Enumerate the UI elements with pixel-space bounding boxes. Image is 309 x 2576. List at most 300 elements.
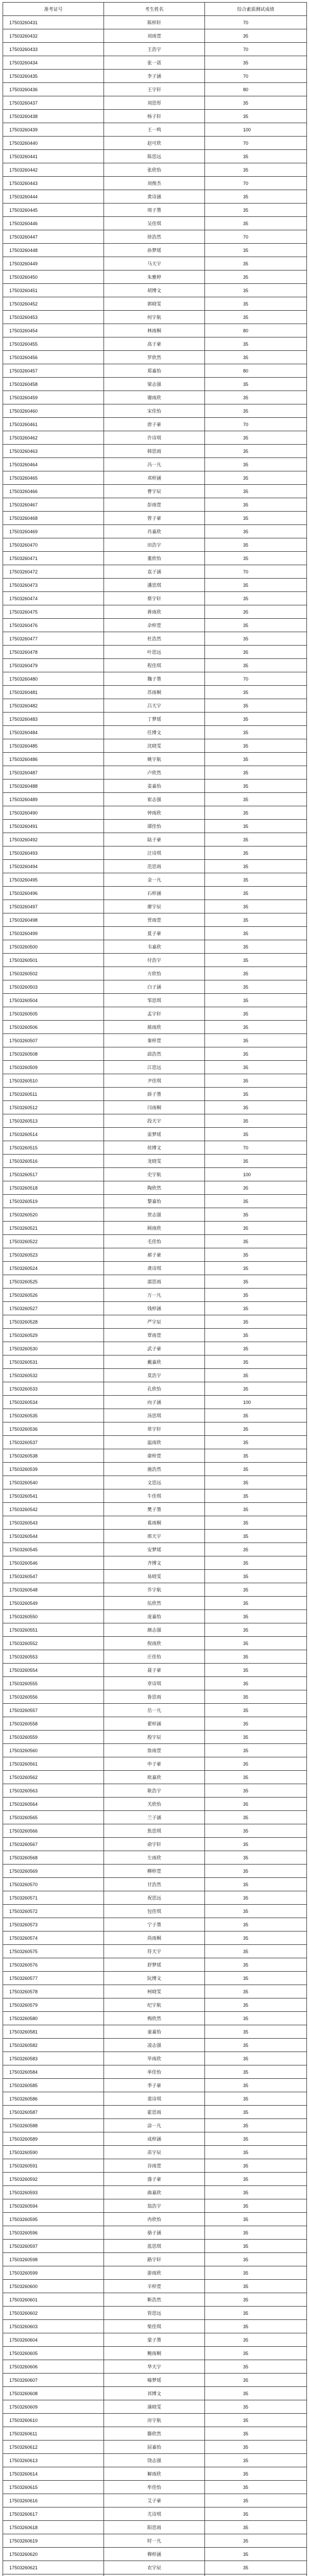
score-cell: 35 xyxy=(205,485,307,498)
exam-number-cell: 17503260438 xyxy=(3,110,104,123)
exam-number-cell: 17503260614 xyxy=(3,2467,104,2481)
candidate-name-cell: 宁子墨 xyxy=(104,1918,205,1931)
score-cell: 35 xyxy=(205,1945,307,1958)
candidate-name-cell: 蒋雨欣 xyxy=(104,605,205,619)
exam-number-cell: 17503260498 xyxy=(3,913,104,927)
table-row xyxy=(3,1865,307,1878)
table-row xyxy=(3,1409,307,1422)
table-row xyxy=(3,2441,307,2454)
candidate-name-cell: 刘雨萱 xyxy=(104,29,205,43)
score-cell: 35 xyxy=(205,244,307,257)
exam-number-cell: 17503260512 xyxy=(3,1101,104,1114)
table-row xyxy=(3,766,307,779)
score-cell: 35 xyxy=(205,1985,307,1998)
exam-number-cell: 17503260436 xyxy=(3,83,104,96)
score-cell: 35 xyxy=(205,1329,307,1342)
table-row xyxy=(3,646,307,659)
score-cell: 35 xyxy=(205,2039,307,2052)
exam-number-cell: 17503260547 xyxy=(3,1570,104,1583)
candidate-name-cell: 王浩宇 xyxy=(104,43,205,56)
exam-number-cell: 17503260592 xyxy=(3,2173,104,2186)
candidate-name-cell: 龙晓雯 xyxy=(104,1155,205,1168)
exam-number-cell: 17503260481 xyxy=(3,686,104,699)
candidate-name-cell: 毛佳怡 xyxy=(104,1235,205,1248)
table-row xyxy=(3,1824,307,1838)
score-cell: 70 xyxy=(205,70,307,83)
table-row xyxy=(3,1623,307,1637)
candidate-name-cell: 盛子豪 xyxy=(104,2173,205,2186)
exam-number-cell: 17503260561 xyxy=(3,1757,104,1771)
exam-number-cell: 17503260470 xyxy=(3,538,104,552)
candidate-name-cell: 宋佳怡 xyxy=(104,404,205,418)
score-cell: 35 xyxy=(205,1824,307,1838)
candidate-name-cell: 柳梓萱 xyxy=(104,1865,205,1878)
candidate-name-cell: 蒙子墨 xyxy=(104,2333,205,2347)
exam-number-cell: 17503260572 xyxy=(3,1905,104,1918)
candidate-name-cell: 靳浩然 xyxy=(104,2293,205,2307)
exam-number-cell: 17503260464 xyxy=(3,458,104,471)
candidate-name-cell: 柴佳琪 xyxy=(104,2320,205,2333)
candidate-name-cell: 严宇辰 xyxy=(104,1315,205,1329)
candidate-name-cell: 戴嘉欣 xyxy=(104,1355,205,1369)
exam-number-cell: 17503260506 xyxy=(3,1021,104,1034)
score-cell: 35 xyxy=(205,1222,307,1235)
score-cell: 35 xyxy=(205,1677,307,1690)
exam-number-cell: 17503260560 xyxy=(3,1744,104,1757)
table-row xyxy=(3,552,307,565)
exam-number-cell: 17503260612 xyxy=(3,2441,104,2454)
table-row xyxy=(3,659,307,672)
candidate-name-cell: 耿浩宇 xyxy=(104,1784,205,1798)
exam-number-cell: 17503260456 xyxy=(3,351,104,364)
candidate-name-cell: 卢欣然 xyxy=(104,766,205,779)
exam-number-cell: 17503260513 xyxy=(3,1114,104,1128)
exam-number-cell: 17503260486 xyxy=(3,753,104,766)
score-cell: 35 xyxy=(205,793,307,806)
score-cell: 35 xyxy=(205,337,307,351)
score-cell: 35 xyxy=(205,2400,307,2414)
table-row xyxy=(3,190,307,204)
score-cell: 35 xyxy=(205,1047,307,1061)
table-row xyxy=(3,204,307,217)
exam-number-cell: 17503260559 xyxy=(3,1731,104,1744)
score-table xyxy=(3,2,307,2576)
table-row xyxy=(3,994,307,1007)
table-row xyxy=(3,2414,307,2427)
score-cell: 35 xyxy=(205,2347,307,2360)
candidate-name-cell: 朱雅婷 xyxy=(104,270,205,284)
candidate-name-cell: 任博文 xyxy=(104,726,205,739)
candidate-name-cell: 单佳怡 xyxy=(104,2065,205,2079)
table-row xyxy=(3,110,307,123)
table-row xyxy=(3,2025,307,2039)
candidate-name-cell: 钟雨欣 xyxy=(104,806,205,820)
candidate-name-cell: 殷宇辰 xyxy=(104,1731,205,1744)
score-cell: 35 xyxy=(205,1302,307,1315)
table-row xyxy=(3,1637,307,1650)
exam-number-cell: 17503260509 xyxy=(3,1061,104,1074)
candidate-name-cell: 鲁思雨 xyxy=(104,1690,205,1704)
candidate-name-cell: 马天宇 xyxy=(104,257,205,270)
exam-number-cell: 17503260568 xyxy=(3,1851,104,1865)
table-row xyxy=(3,538,307,552)
candidate-name-cell: 苏雨桐 xyxy=(104,686,205,699)
table-row xyxy=(3,498,307,512)
score-cell: 35 xyxy=(205,2173,307,2186)
exam-number-cell: 17503260552 xyxy=(3,1637,104,1650)
exam-number-cell: 17503260608 xyxy=(3,2387,104,2400)
exam-number-cell: 17503260473 xyxy=(3,579,104,592)
score-cell: 35 xyxy=(205,2360,307,2374)
candidate-name-cell: 齐博文 xyxy=(104,1556,205,1570)
exam-number-cell: 17503260556 xyxy=(3,1690,104,1704)
score-cell: 100 xyxy=(205,1396,307,1409)
score-cell: 35 xyxy=(205,605,307,619)
score-cell: 35 xyxy=(205,1195,307,1208)
candidate-name-cell: 祁博文 xyxy=(104,2387,205,2400)
table-row xyxy=(3,2307,307,2320)
exam-number-cell: 17503260549 xyxy=(3,1597,104,1610)
score-cell: 35 xyxy=(205,1623,307,1637)
table-row xyxy=(3,1851,307,1865)
table-row xyxy=(3,270,307,284)
score-cell: 35 xyxy=(205,1757,307,1771)
exam-number-cell: 17503260503 xyxy=(3,980,104,994)
score-cell: 70 xyxy=(205,1141,307,1155)
score-cell: 35 xyxy=(205,713,307,726)
score-cell: 35 xyxy=(205,2280,307,2293)
exam-number-cell: 17503260466 xyxy=(3,485,104,498)
exam-number-cell: 17503260600 xyxy=(3,2280,104,2293)
table-row xyxy=(3,1235,307,1248)
score-cell: 35 xyxy=(205,1289,307,1302)
candidate-name-cell: 饶志强 xyxy=(104,2454,205,2467)
candidate-name-cell: 庄佳怡 xyxy=(104,1650,205,1664)
candidate-name-cell: 施浩然 xyxy=(104,1463,205,1476)
table-row xyxy=(3,1222,307,1235)
exam-number-cell: 17503260504 xyxy=(3,994,104,1007)
score-cell: 35 xyxy=(205,445,307,458)
candidate-name-cell: 颜志强 xyxy=(104,1623,205,1637)
score-cell: 35 xyxy=(205,311,307,324)
exam-number-cell: 17503260590 xyxy=(3,2146,104,2159)
exam-number-cell: 17503260463 xyxy=(3,445,104,458)
candidate-name-cell: 屈嘉怡 xyxy=(104,2441,205,2454)
exam-number-cell: 17503260451 xyxy=(3,284,104,297)
exam-number-cell: 17503260472 xyxy=(3,565,104,579)
exam-number-cell: 17503260620 xyxy=(3,2548,104,2561)
score-cell: 35 xyxy=(205,2226,307,2240)
exam-number-cell: 17503260542 xyxy=(3,1503,104,1516)
exam-number-cell: 17503260441 xyxy=(3,150,104,163)
score-cell xyxy=(205,2574,307,2576)
exam-number-cell: 17503260437 xyxy=(3,96,104,110)
exam-number-cell: 17503260563 xyxy=(3,1784,104,1798)
table-row xyxy=(3,458,307,471)
candidate-name-cell: 武子豪 xyxy=(104,1342,205,1355)
table-row xyxy=(3,2548,307,2561)
candidate-name-cell: 俞宇轩 xyxy=(104,1838,205,1851)
exam-number-cell xyxy=(3,2574,104,2576)
exam-number-cell: 17503260501 xyxy=(3,954,104,967)
score-cell: 80 xyxy=(205,83,307,96)
table-row xyxy=(3,2159,307,2173)
candidate-name-cell: 翁浩宇 xyxy=(104,2199,205,2213)
exam-number-cell: 17503260483 xyxy=(3,713,104,726)
exam-number-cell: 17503260601 xyxy=(3,2293,104,2307)
candidate-name-cell: 张欣怡 xyxy=(104,163,205,177)
candidate-name-cell: 冉欣怡 xyxy=(104,2213,205,2226)
exam-number-cell: 17503260433 xyxy=(3,43,104,56)
exam-number-cell: 17503260479 xyxy=(3,659,104,672)
candidate-name-cell: 许诗琪 xyxy=(104,431,205,445)
table-row xyxy=(3,123,307,137)
table-row xyxy=(3,2454,307,2467)
candidate-name-cell: 潘思琪 xyxy=(104,579,205,592)
candidate-name-cell: 欧嘉欣 xyxy=(104,1771,205,1784)
score-cell: 35 xyxy=(205,2052,307,2065)
table-row xyxy=(3,1181,307,1195)
candidate-name-cell: 余梓萱 xyxy=(104,619,205,632)
candidate-name-cell: 韩思雨 xyxy=(104,445,205,458)
score-cell: 35 xyxy=(205,431,307,445)
candidate-name-cell: 方欣怡 xyxy=(104,967,205,980)
candidate-name-cell: 杜浩然 xyxy=(104,632,205,646)
score-cell: 35 xyxy=(205,391,307,404)
score-cell: 80 xyxy=(205,324,307,337)
exam-number-cell: 17503260461 xyxy=(3,418,104,431)
score-cell: 100 xyxy=(205,123,307,137)
score-cell: 35 xyxy=(205,1704,307,1717)
candidate-name-cell: 贾雨萱 xyxy=(104,913,205,927)
table-row xyxy=(3,1061,307,1074)
exam-number-cell: 17503260515 xyxy=(3,1141,104,1155)
candidate-name-cell: 岳一凡 xyxy=(104,1704,205,1717)
candidate-name-cell: 樊子墨 xyxy=(104,1503,205,1516)
exam-number-cell: 17503260609 xyxy=(3,2400,104,2414)
table-row xyxy=(3,1208,307,1222)
exam-number-cell: 17503260477 xyxy=(3,632,104,646)
score-cell: 35 xyxy=(205,2092,307,2106)
score-cell: 35 xyxy=(205,766,307,779)
table-row xyxy=(3,579,307,592)
score-cell: 35 xyxy=(205,2374,307,2387)
exam-number-cell: 17503260593 xyxy=(3,2186,104,2199)
exam-number-cell: 17503260602 xyxy=(3,2307,104,2320)
score-cell: 35 xyxy=(205,270,307,284)
table-row xyxy=(3,1905,307,1918)
table-row xyxy=(3,753,307,766)
exam-number-cell: 17503260551 xyxy=(3,1623,104,1637)
score-cell: 35 xyxy=(205,1409,307,1422)
exam-number-cell: 17503260524 xyxy=(3,1262,104,1275)
candidate-name-cell: 焦思琪 xyxy=(104,1824,205,1838)
table-row xyxy=(3,713,307,726)
table-row xyxy=(3,605,307,619)
score-cell: 35 xyxy=(205,1422,307,1436)
candidate-name-cell: 康梓萱 xyxy=(104,1449,205,1463)
score-cell: 35 xyxy=(205,1610,307,1623)
candidate-name-cell: 陈思远 xyxy=(104,150,205,163)
table-row xyxy=(3,672,307,686)
exam-number-cell: 17503260538 xyxy=(3,1449,104,1463)
table-row xyxy=(3,1798,307,1811)
exam-number-cell: 17503260562 xyxy=(3,1771,104,1784)
score-cell: 35 xyxy=(205,1436,307,1449)
score-cell: 35 xyxy=(205,1476,307,1489)
table-row xyxy=(3,2574,307,2576)
candidate-name-cell: 董欣怡 xyxy=(104,552,205,565)
score-cell: 35 xyxy=(205,2146,307,2159)
candidate-name-cell: 辛梓萱 xyxy=(104,2280,205,2293)
candidate-name-cell: 钱梓涵 xyxy=(104,1302,205,1315)
table-row xyxy=(3,83,307,96)
exam-number-cell: 17503260577 xyxy=(3,1972,104,1985)
exam-number-cell: 17503260619 xyxy=(3,2534,104,2548)
table-row xyxy=(3,1007,307,1021)
candidate-name-cell: 陆子豪 xyxy=(104,833,205,846)
exam-number-cell: 17503260487 xyxy=(3,766,104,779)
exam-number-cell: 17503260496 xyxy=(3,887,104,900)
table-row xyxy=(3,1289,307,1302)
table-row xyxy=(3,2146,307,2159)
candidate-name-cell: 廖宇辰 xyxy=(104,900,205,913)
candidate-name-cell: 吴佳琪 xyxy=(104,217,205,230)
table-row xyxy=(3,1074,307,1088)
exam-number-cell: 17503260440 xyxy=(3,137,104,150)
score-cell: 35 xyxy=(205,1248,307,1262)
exam-number-cell: 17503260432 xyxy=(3,29,104,43)
score-cell: 35 xyxy=(205,980,307,994)
exam-number-cell: 17503260442 xyxy=(3,163,104,177)
candidate-name-cell: 顾雨欣 xyxy=(104,1222,205,1235)
table-row xyxy=(3,324,307,337)
exam-number-cell: 17503260571 xyxy=(3,1891,104,1905)
header-row xyxy=(3,3,307,16)
table-row xyxy=(3,1034,307,1047)
exam-number-cell: 17503260478 xyxy=(3,646,104,659)
candidate-name-cell: 穆梓涵 xyxy=(104,2548,205,2561)
exam-number-cell: 17503260505 xyxy=(3,1007,104,1021)
score-cell: 35 xyxy=(205,1637,307,1650)
candidate-name-cell: 赵可欣 xyxy=(104,137,205,150)
score-cell: 35 xyxy=(205,1315,307,1329)
exam-number-cell: 17503260576 xyxy=(3,1958,104,1972)
candidate-name-cell: 裴诗琪 xyxy=(104,2092,205,2106)
exam-number-cell: 17503260467 xyxy=(3,498,104,512)
candidate-name-cell: 文思远 xyxy=(104,1476,205,1489)
exam-number-cell: 17503260535 xyxy=(3,1409,104,1422)
candidate-name-cell: 杨子轩 xyxy=(104,110,205,123)
table-row xyxy=(3,1114,307,1128)
candidate-name-cell: 甘浩然 xyxy=(104,1878,205,1891)
candidate-name-cell: 刘俊杰 xyxy=(104,177,205,190)
exam-number-cell: 17503260595 xyxy=(3,2213,104,2226)
score-cell: 35 xyxy=(205,2012,307,2025)
candidate-name-cell: 闫雨桐 xyxy=(104,1101,205,1114)
table-row xyxy=(3,257,307,270)
candidate-name-cell: 王一鸣 xyxy=(104,123,205,137)
table-row xyxy=(3,726,307,739)
exam-number-cell: 17503260606 xyxy=(3,2360,104,2374)
score-cell: 35 xyxy=(205,1449,307,1463)
score-cell: 35 xyxy=(205,1690,307,1704)
score-cell: 35 xyxy=(205,1262,307,1275)
table-row xyxy=(3,230,307,244)
candidate-name-cell: 舒梦瑶 xyxy=(104,1958,205,1972)
exam-number-cell: 17503260517 xyxy=(3,1168,104,1181)
exam-number-cell: 17503260497 xyxy=(3,900,104,913)
candidate-name-cell: 梅欣然 xyxy=(104,2012,205,2025)
exam-number-cell: 17503260544 xyxy=(3,1530,104,1543)
score-cell: 35 xyxy=(205,1235,307,1248)
exam-number-cell: 17503260449 xyxy=(3,257,104,270)
exam-number-cell: 17503260532 xyxy=(3,1369,104,1382)
table-row xyxy=(3,2561,307,2574)
table-row xyxy=(3,833,307,846)
exam-number-cell: 17503260446 xyxy=(3,217,104,230)
table-row xyxy=(3,1985,307,1998)
table-row xyxy=(3,1998,307,2012)
exam-number-cell: 17503260621 xyxy=(3,2561,104,2574)
table-row xyxy=(3,1449,307,1463)
score-cell: 35 xyxy=(205,2253,307,2266)
score-cell: 70 xyxy=(205,16,307,29)
table-row xyxy=(3,1838,307,1851)
table-row xyxy=(3,1262,307,1275)
candidate-name-cell: 郝子豪 xyxy=(104,1248,205,1262)
exam-number-cell: 17503260540 xyxy=(3,1476,104,1489)
table-row xyxy=(3,1503,307,1516)
exam-number-cell: 17503260583 xyxy=(3,2052,104,2065)
score-cell: 35 xyxy=(205,2534,307,2548)
table-row xyxy=(3,779,307,793)
score-cell: 35 xyxy=(205,110,307,123)
score-cell: 35 xyxy=(205,1061,307,1074)
exam-number-cell: 17503260522 xyxy=(3,1235,104,1248)
table-row xyxy=(3,1463,307,1476)
candidate-name-cell: 刘思彤 xyxy=(104,96,205,110)
exam-number-cell: 17503260445 xyxy=(3,204,104,217)
table-row xyxy=(3,1931,307,1945)
score-cell: 35 xyxy=(205,1034,307,1047)
score-cell: 35 xyxy=(205,2561,307,2574)
candidate-name-cell: 肖嘉欣 xyxy=(104,525,205,538)
exam-number-cell: 17503260528 xyxy=(3,1315,104,1329)
table-row xyxy=(3,1476,307,1489)
score-cell: 35 xyxy=(205,887,307,900)
score-cell: 35 xyxy=(205,2065,307,2079)
exam-number-cell: 17503260454 xyxy=(3,324,104,337)
score-cell: 35 xyxy=(205,2213,307,2226)
exam-number-cell: 17503260526 xyxy=(3,1289,104,1302)
exam-number-cell: 17503260490 xyxy=(3,806,104,820)
table-row xyxy=(3,2039,307,2052)
table-row xyxy=(3,1958,307,1972)
exam-number-cell: 17503260579 xyxy=(3,1998,104,2012)
table-row xyxy=(3,177,307,190)
score-cell: 35 xyxy=(205,1583,307,1597)
table-row xyxy=(3,2240,307,2253)
candidate-name-cell: 房宇航 xyxy=(104,2414,205,2427)
exam-number-cell: 17503260450 xyxy=(3,270,104,284)
candidate-name-cell: 尤诗琪 xyxy=(104,2507,205,2521)
table-row xyxy=(3,2400,307,2414)
score-cell: 35 xyxy=(205,404,307,418)
table-row xyxy=(3,1878,307,1891)
table-row xyxy=(3,56,307,70)
exam-number-cell: 17503260495 xyxy=(3,873,104,887)
